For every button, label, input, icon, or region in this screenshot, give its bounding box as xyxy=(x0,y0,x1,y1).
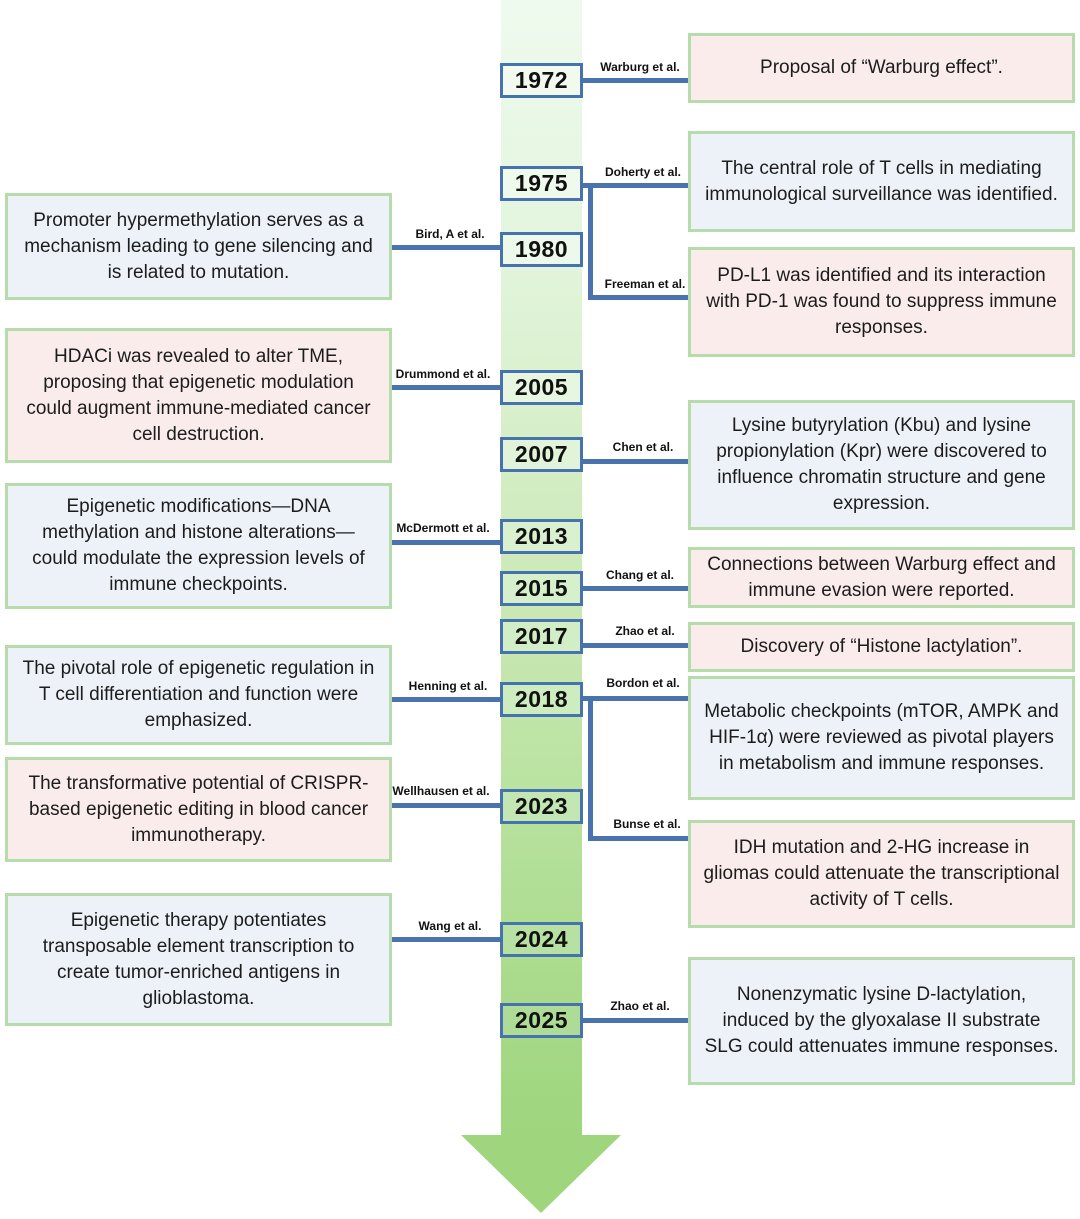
year-box-2017: 2017 xyxy=(500,619,583,654)
connector-henning xyxy=(390,697,500,702)
connector-warburg xyxy=(580,78,690,83)
year-box-1980: 1980 xyxy=(500,232,583,267)
event-box-warburg: Proposal of “Warburg effect”. xyxy=(688,33,1075,103)
year-box-1972: 1972 xyxy=(500,63,583,98)
author-label-chang: Chang et al. xyxy=(605,568,674,582)
connector-bunse xyxy=(588,836,690,841)
event-box-wang: Epigenetic therapy potentiates transposable element transcription to create tumor-enriched antigens in glioblastoma. xyxy=(5,893,392,1026)
event-box-wellhausen: The transformative potential of CRISPR-based epigenetic editing in blood cancer immunotherapy. xyxy=(5,757,392,862)
event-box-mcdermott: Epigenetic modifications—DNA methylation and histone alterations—could modulate the expression levels of immune checkpoints. xyxy=(5,483,392,609)
event-box-zhao-2025: Nonenzymatic lysine D-lactylation, induced by the glyoxalase II substrate SLG could attenuates immune responses. xyxy=(688,957,1075,1085)
event-box-chen: Lysine butyrylation (Kbu) and lysine propionylation (Kpr) were discovered to influence chromatin structure and gene expression. xyxy=(688,400,1075,530)
year-box-2018: 2018 xyxy=(500,682,583,717)
connector-zhao-2017 xyxy=(580,643,690,648)
year-box-2015: 2015 xyxy=(500,571,583,606)
year-box-2023: 2023 xyxy=(500,789,583,824)
connector-mcdermott xyxy=(390,540,500,545)
event-box-bunse: IDH mutation and 2-HG increase in gliomas could attenuate the transcriptional activity of T cells. xyxy=(688,820,1075,928)
event-box-bordon: Metabolic checkpoints (mTOR, AMPK and HIF-1α) were reviewed as pivotal players in metabolism and immune responses. xyxy=(688,676,1075,800)
year-box-2005: 2005 xyxy=(500,370,583,405)
connector-wellhausen xyxy=(390,803,500,808)
author-label-drummond: Drummond et al. xyxy=(395,367,491,381)
year-box-1975: 1975 xyxy=(500,166,583,201)
author-label-zhao-2025: Zhao et al. xyxy=(610,999,670,1013)
connector-bordon xyxy=(580,696,690,701)
year-box-2007: 2007 xyxy=(500,437,583,472)
connector-drummond xyxy=(390,385,500,390)
timeline-arrow-icon xyxy=(461,1135,621,1213)
event-box-doherty: The central role of T cells in mediating immunological surveillance was identified. xyxy=(688,131,1075,232)
event-box-bird: Promoter hypermethylation serves as a mechanism leading to gene silencing and is related to mutation. xyxy=(5,193,392,300)
event-box-henning: The pivotal role of epigenetic regulation in T cell differentiation and function were emphasized. xyxy=(5,645,392,745)
author-label-doherty: Doherty et al. xyxy=(604,165,682,179)
connector-doherty xyxy=(580,183,690,188)
author-label-warburg: Warburg et al. xyxy=(600,60,680,74)
connector-zhao-2025 xyxy=(580,1018,690,1023)
connector-bird xyxy=(390,245,500,250)
event-box-chang: Connections between Warburg effect and immune evasion were reported. xyxy=(688,547,1075,608)
year-box-2024: 2024 xyxy=(500,922,583,957)
author-label-bunse: Bunse et al. xyxy=(613,817,681,831)
author-label-mcdermott: McDermott et al. xyxy=(396,521,490,535)
year-box-2025: 2025 xyxy=(500,1003,583,1038)
author-label-wellhausen: Wellhausen et al. xyxy=(392,784,490,798)
connector-chang xyxy=(580,586,690,591)
author-label-bird: Bird, A et al. xyxy=(415,227,485,241)
author-label-zhao-2017: Zhao et al. xyxy=(615,624,675,638)
connector-freeman xyxy=(588,295,690,300)
event-box-freeman: PD-L1 was identified and its interaction with PD-1 was found to suppress immune responses. xyxy=(688,247,1075,357)
connector-chen xyxy=(580,459,690,464)
event-box-drummond: HDACi was revealed to alter TME, proposing that epigenetic modulation could augment immune-mediated cancer cell destruction. xyxy=(5,328,392,463)
year-box-2013: 2013 xyxy=(500,519,583,554)
author-label-bordon: Bordon et al. xyxy=(606,676,680,690)
connector-wang xyxy=(390,937,500,942)
author-label-chen: Chen et al. xyxy=(612,440,674,454)
author-label-henning: Henning et al. xyxy=(408,679,488,693)
event-box-zhao-2017: Discovery of “Histone lactylation”. xyxy=(688,622,1075,672)
author-label-wang: Wang et al. xyxy=(418,919,482,933)
author-label-freeman: Freeman et al. xyxy=(604,277,686,291)
